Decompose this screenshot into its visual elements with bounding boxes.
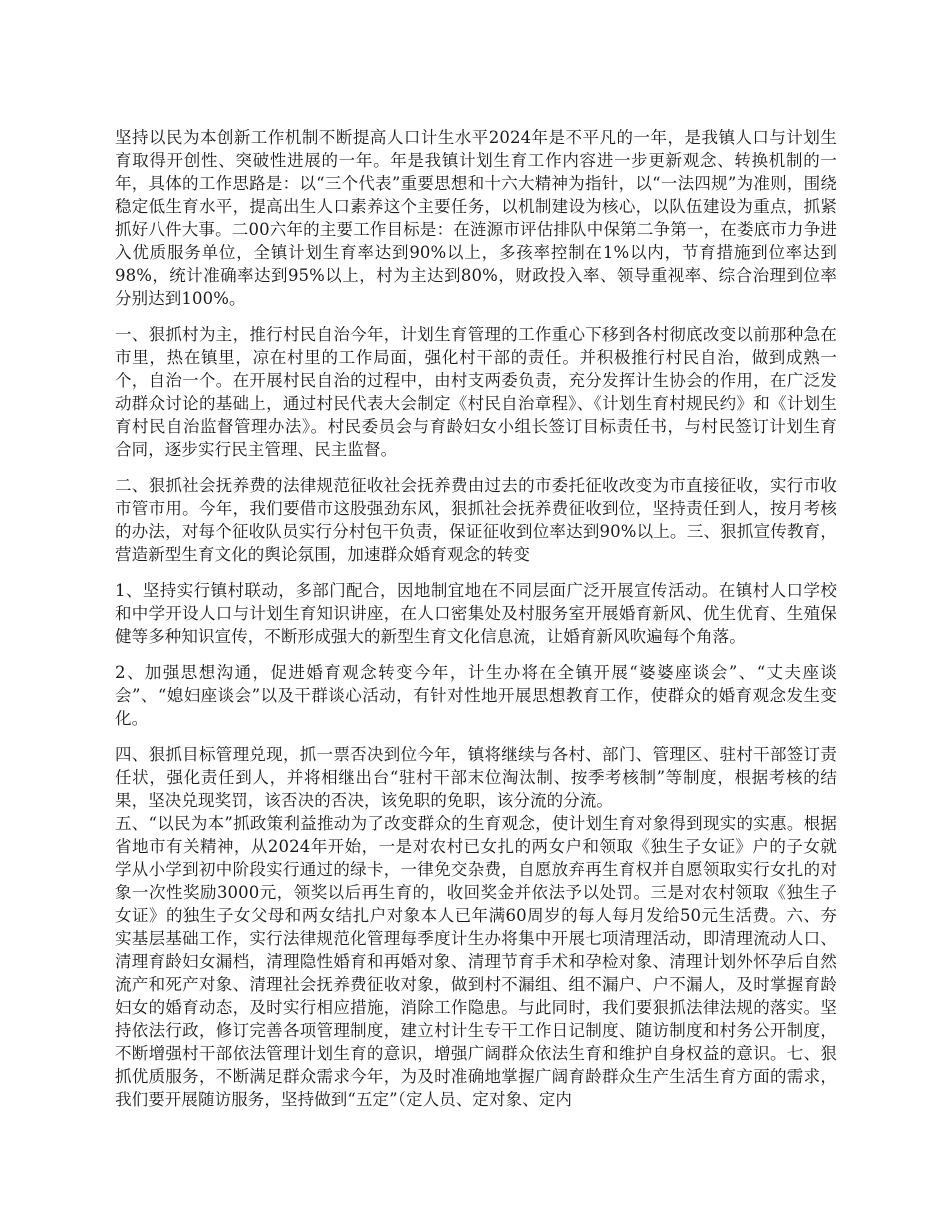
paragraph-item-2: 2、加强思想沟通，促进婚育观念转变今年，计生办将在全镇开展“婆婆座谈会”、“丈夫座谈会”、“媳妇座谈会”以及干群谈心活动，有针对性地开展思想教育工作，使群众的婚育观念发生变化。 — [115, 663, 837, 728]
paragraph-item-1: 1、坚持实行镇村联动，多部门配合，因地制宜地在不同层面广泛开展宣传活动。在镇村人口学校和中学开设人口与计划生育知识讲座，在人口密集处及村服务室开展婚育新风、优生优育、生殖保健等多种知识宣传，不断形成强大的新型生育文化信息流，让婚育新风吹遍每个角落。 — [115, 581, 837, 646]
paragraph-section-5-7: 五、“以民为本”抓政策利益推动为了改变群众的生育观念，使计划生育对象得到现实的实惠。根据省地市有关精神，从2024年开始，一是对农村已女扎的两女户和领取《独生子女证》户的子女就学从小学到初中阶段实行通过的绿卡，一律免交杂费，自愿放弃再生育权并自愿领取实行女扎的对象一次性奖励3000元，领奖以后再生育的，收回奖金并依法予以处罚。三是对农村领取《独生子女证》的独生子女父母和两女结扎户对象本人已年满60周岁的每人每月发给50元生活费。六、夯实基层基础工作，实行法律规范化管理每季度计生办将集中开展七项清理活动，即清理流动人口、清理育龄妇女漏档，清理隐性婚育和再婚对象、清理节育手术和孕检对象、清理计划外怀孕后自然流产和死产对象、清理社会抚养费征收对象，做到村不漏组、组不漏户、户不漏人，及时掌握育龄妇女的婚育动态，及时实行相应措施，消除工作隐患。与此同时，我们要狠抓法律法规的落实。坚持依法行政，修订完善各项管理制度，建立村计生专干工作日记制度、随访制度和村务公开制度，不断增强村干部依法管理计划生育的意识，增强广阔群众依法生育和维护自身权益的意识。七、狠抓优质服务，不断满足群众需求今年，为及时准确地掌握广阔育龄群众生产生活生育方面的需求，我们要开展随访服务，坚持做到“五定”（定人员、定对象、定内 — [115, 814, 837, 1109]
paragraph-section-2-3: 二、狠抓社会抚养费的法律规范征收社会抚养费由过去的市委托征收改变为市直接征收，实行市收市管市用。今年，我们要借市这股强劲东风，狠抓社会抚养费征收到位，坚持责任到人，按月考核的办法，对每个征收队员实行分村包干负责，保证征收到位率达到90%以上。三、狠抓宣传教育，营造新型生育文化的舆论氛围，加速群众婚育观念的转变 — [115, 476, 837, 564]
paragraph-section-4: 四、狠抓目标管理兑现，抓一票否决到位今年，镇将继续与各村、部门、管理区、驻村干部签订责任状，强化责任到人，并将相继出台“驻村干部末位淘汰制、按季考核制”等制度，根据考核的结果，坚决兑现奖罚，该否决的否决，该免职的免职，该分流的分流。 — [115, 745, 837, 810]
paragraph-section-1: 一、狠抓村为主，推行村民自治今年，计划生育管理的工作重心下移到各村彻底改变以前那种急在市里，热在镇里，凉在村里的工作局面，强化村干部的责任。并积极推行村民自治，做到成熟一个，自治一个。在开展村民自治的过程中，由村支两委负责，充分发挥计生协会的作用，在广泛发动群众讨论的基础上，通过村民代表大会制定《村民自治章程》、《计划生育村规民约》和《计划生育村民自治监督管理办法》。村民委员会与育龄妇女小组长签订目标责任书，与村民签订计划生育合同，逐步实行民主管理、民主监督。 — [115, 325, 837, 459]
paragraph-intro: 坚持以民为本创新工作机制不断提高人口计生水平2024年是不平凡的一年，是我镇人口与计划生育取得开创性、突破性进展的一年。年是我镇计划生育工作内容进一步更新观念、转换机制的一年，具体的工作思路是：以“三个代表”重要思想和十六大精神为指针，以“一法四规”为准则，围绕稳定低生育水平，提高出生人口素养这个主要任务，以机制建设为核心，以队伍建设为重点，抓紧抓好八件大事。二00六年的主要工作目标是：在涟源市评估排队中保第二争第一，在娄底市力争进入优质服务单位，全镇计划生育率达到90%以上，多孩率控制在1%以内，节育措施到位率达到98%，统计准确率达到95%以上，村为主达到80%，财政投入率、领导重视率、综合治理到位率分别达到100%。 — [115, 128, 837, 308]
document-body — [115, 126, 837, 1111]
